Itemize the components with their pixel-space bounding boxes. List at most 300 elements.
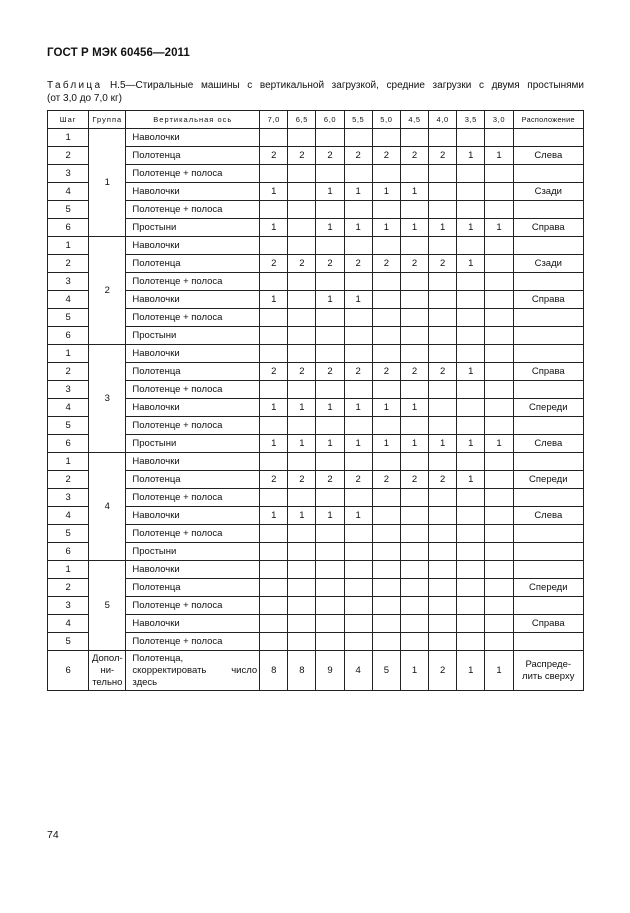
load-cell: 1 [260,435,288,453]
table-row [48,651,584,691]
load-cell [400,453,428,471]
load-cell [400,633,428,651]
load-cell [429,399,457,417]
axis-cell: Наволочки [126,183,260,201]
load-cell: 1 [260,507,288,525]
axis-cell: Полотенца [126,579,260,597]
load-cell [372,327,400,345]
load-cell [400,345,428,363]
load-cell [457,399,485,417]
load-cell [288,345,316,363]
load-cell [457,291,485,309]
table-row [48,435,584,453]
load-cell: 2 [288,147,316,165]
load-cell: 1 [400,435,428,453]
table-row [48,345,584,363]
load-cell [457,183,485,201]
load-cell [429,525,457,543]
step-cell: 2 [48,579,89,597]
step-cell: 5 [48,309,89,327]
load-cell: 2 [316,471,344,489]
load-cell [457,633,485,651]
step-cell: 3 [48,489,89,507]
load-cell [485,165,513,183]
caption-label: Таблица [47,80,103,91]
load-cell [485,471,513,489]
load-cell [288,417,316,435]
caption-line-1 [47,79,584,92]
load-cell [288,237,316,255]
group-cell [89,651,126,691]
load-cell [372,237,400,255]
group-cell: 3 [89,345,126,453]
load-cell [316,381,344,399]
load-cell: 2 [429,255,457,273]
axis-cell: Наволочки [126,129,260,147]
load-cell [457,543,485,561]
step-cell: 5 [48,525,89,543]
axis-cell: Наволочки [126,345,260,363]
load-cell [260,273,288,291]
load-cell [260,561,288,579]
load-cell [485,345,513,363]
step-cell: 4 [48,615,89,633]
load-cell [260,309,288,327]
load-cell [400,507,428,525]
load-cell: 1 [400,399,428,417]
load-cell [400,561,428,579]
load-cell [260,327,288,345]
load-cell: 2 [260,255,288,273]
load-cell [372,525,400,543]
axis-cell: Наволочки [126,507,260,525]
load-cell [485,309,513,327]
table-row [48,417,584,435]
load-cell [429,615,457,633]
step-cell: 1 [48,453,89,471]
load-cell: 1 [429,219,457,237]
load-cell [485,525,513,543]
load-cell [344,543,372,561]
step-cell: 3 [48,273,89,291]
load-cell [372,381,400,399]
load-cell [260,489,288,507]
load-cell [485,561,513,579]
load-cell [288,453,316,471]
table-row [48,255,584,273]
load-cell [344,525,372,543]
step-cell: 2 [48,363,89,381]
load-cell: 1 [316,291,344,309]
position-cell: Справа [513,615,583,633]
load-cell: 2 [400,147,428,165]
load-cell [344,201,372,219]
header-load: 3,0 [485,111,513,129]
group-cell: 5 [89,561,126,651]
load-cell [400,489,428,507]
header-group: Группа [89,111,126,129]
load-cell [429,201,457,219]
load-cell [372,417,400,435]
load-cell [429,165,457,183]
position-cell: Спереди [513,579,583,597]
load-cell [457,165,485,183]
position-cell [513,597,583,615]
load-cell: 1 [372,219,400,237]
load-cell [457,273,485,291]
step-cell: 5 [48,633,89,651]
table-row [48,489,584,507]
load-cell [316,633,344,651]
load-cell: 1 [316,219,344,237]
axis-cell: Наволочки [126,615,260,633]
load-cell [372,201,400,219]
load-cell: 1 [316,183,344,201]
group-label-line: ни- [100,664,115,676]
header-position: Расположение [513,111,583,129]
load-cell: 2 [429,363,457,381]
load-cell [485,255,513,273]
position-cell [513,129,583,147]
load-cell [316,579,344,597]
axis-cell: Полотенце + полоса [126,489,260,507]
load-cell [429,507,457,525]
axis-cell: Наволочки [126,453,260,471]
table-row [48,381,584,399]
position-cell [513,651,583,691]
load-cell: 2 [344,147,372,165]
load-cell: 2 [429,147,457,165]
load-cell [344,579,372,597]
load-cell [400,237,428,255]
load-cell: 1 [457,147,485,165]
load-cell [316,129,344,147]
load-cell [485,507,513,525]
load-cell [260,579,288,597]
table-row [48,309,584,327]
load-cell [457,579,485,597]
load-cell [316,273,344,291]
load-cell [429,345,457,363]
position-cell [513,237,583,255]
position-cell [513,381,583,399]
load-cell: 2 [288,471,316,489]
caption-text: Стиральные машины с вертикальной загрузкой, средние загрузки с двумя простынями [135,80,584,91]
load-cell: 1 [485,219,513,237]
position-cell [513,543,583,561]
table-row [48,399,584,417]
axis-cell: Полотенца [126,471,260,489]
position-cell: Слева [513,147,583,165]
load-cell: 1 [457,219,485,237]
load-cell: 2 [372,255,400,273]
position-cell [513,327,583,345]
load-cell [288,165,316,183]
load-cell [485,453,513,471]
load-cell: 1 [260,291,288,309]
load-cell [400,327,428,345]
load-cell [260,597,288,615]
load-cell [485,201,513,219]
load-cell [316,525,344,543]
table-row [48,183,584,201]
position-cell: Сзади [513,183,583,201]
load-cell [316,489,344,507]
load-table [47,110,584,691]
load-cell [260,417,288,435]
axis-cell: Полотенца [126,147,260,165]
load-cell [429,417,457,435]
load-cell [288,327,316,345]
header-load: 6,0 [316,111,344,129]
axis-cell: Полотенце + полоса [126,165,260,183]
load-cell [344,453,372,471]
load-cell [260,237,288,255]
table-body [48,129,584,691]
table-row [48,453,584,471]
table-row [48,507,584,525]
load-cell [400,309,428,327]
position-cell: Справа [513,219,583,237]
load-cell [344,489,372,507]
load-cell [344,129,372,147]
load-cell: 1 [288,435,316,453]
table-row [48,615,584,633]
load-cell [457,309,485,327]
step-cell: 5 [48,417,89,435]
axis-cell: Полотенца, скорректировать число здесь [126,651,260,691]
group-label-line: Допол- [91,652,123,664]
load-cell [372,561,400,579]
load-cell [429,129,457,147]
load-cell: 1 [344,219,372,237]
load-cell: 2 [400,471,428,489]
load-cell [344,345,372,363]
load-cell: 1 [372,399,400,417]
header-load: 4,5 [400,111,428,129]
step-cell: 1 [48,129,89,147]
load-cell [429,327,457,345]
table-row [48,363,584,381]
load-cell: 2 [429,651,457,691]
position-cell: Слева [513,435,583,453]
load-cell [457,561,485,579]
position-cell [513,633,583,651]
header-axis: Вертикальная ось [126,111,260,129]
table-row [48,633,584,651]
step-cell: 4 [48,291,89,309]
position-cell: Слева [513,507,583,525]
load-cell [288,219,316,237]
step-cell: 6 [48,435,89,453]
load-cell: 1 [400,219,428,237]
load-cell: 1 [344,507,372,525]
load-cell [457,507,485,525]
load-cell: 1 [288,507,316,525]
table-caption [47,79,584,105]
step-cell: 4 [48,507,89,525]
load-cell [344,309,372,327]
load-cell: 2 [260,363,288,381]
load-cell: 1 [372,183,400,201]
load-cell [485,363,513,381]
load-cell [400,201,428,219]
load-cell [429,543,457,561]
load-cell [485,237,513,255]
table-row [48,201,584,219]
axis-cell: Полотенца [126,363,260,381]
position-cell [513,561,583,579]
load-cell [400,291,428,309]
caption-line-2: (от 3,0 до 7,0 кг) [47,93,122,104]
load-cell [457,489,485,507]
caption-dash: — [125,80,136,91]
load-cell [260,381,288,399]
load-cell: 5 [372,651,400,691]
load-cell [372,273,400,291]
load-cell [316,597,344,615]
axis-cell: Полотенце + полоса [126,273,260,291]
position-cell [513,489,583,507]
position-cell [513,417,583,435]
load-cell [260,525,288,543]
axis-cell: Полотенце + полоса [126,633,260,651]
step-cell: 6 [48,327,89,345]
load-cell [372,597,400,615]
load-cell [344,165,372,183]
position-line: Распреде- [525,658,572,670]
load-cell: 9 [316,651,344,691]
caption-number: Н.5 [109,80,126,91]
load-cell [316,201,344,219]
load-cell: 1 [457,435,485,453]
load-cell [372,291,400,309]
load-cell [400,579,428,597]
load-cell [344,417,372,435]
load-cell [288,129,316,147]
load-cell [485,597,513,615]
load-cell: 1 [457,363,485,381]
group-cell: 1 [89,129,126,237]
load-cell [429,309,457,327]
load-cell [372,129,400,147]
load-cell: 1 [288,399,316,417]
header-load: 3,5 [457,111,485,129]
load-cell: 2 [260,471,288,489]
load-cell [485,615,513,633]
step-cell: 1 [48,345,89,363]
load-cell: 1 [457,255,485,273]
standard-header: ГОСТ Р МЭК 60456—2011 [47,47,190,59]
load-cell [457,327,485,345]
load-cell [288,543,316,561]
load-cell [485,579,513,597]
load-cell [260,453,288,471]
load-cell: 2 [316,255,344,273]
load-cell: 1 [316,507,344,525]
load-cell [344,381,372,399]
load-cell [344,237,372,255]
load-cell [288,561,316,579]
load-cell [429,237,457,255]
table-row [48,147,584,165]
load-cell [429,453,457,471]
load-cell [288,489,316,507]
load-cell [344,561,372,579]
load-cell: 1 [457,651,485,691]
load-cell [457,597,485,615]
load-cell: 1 [344,183,372,201]
group-cell: 2 [89,237,126,345]
load-cell: 1 [260,219,288,237]
load-cell: 8 [288,651,316,691]
table-row [48,525,584,543]
load-cell: 2 [288,255,316,273]
load-cell [485,543,513,561]
load-cell: 1 [344,291,372,309]
load-cell [316,417,344,435]
position-cell [513,201,583,219]
load-cell: 8 [260,651,288,691]
axis-cell: Простыни [126,435,260,453]
position-cell: Сзади [513,255,583,273]
load-cell: 4 [344,651,372,691]
load-cell: 1 [400,183,428,201]
axis-cell: Наволочки [126,399,260,417]
load-cell: 2 [372,471,400,489]
axis-cell: Полотенце + полоса [126,201,260,219]
table-row [48,597,584,615]
axis-cell: Полотенце + полоса [126,417,260,435]
load-cell [288,201,316,219]
load-cell [316,309,344,327]
load-cell [288,597,316,615]
load-cell [260,129,288,147]
load-cell [429,579,457,597]
axis-cell: Наволочки [126,561,260,579]
load-cell: 1 [316,435,344,453]
load-cell: 2 [400,363,428,381]
load-cell [457,453,485,471]
table-row [48,543,584,561]
step-cell: 6 [48,651,89,691]
load-cell: 1 [400,651,428,691]
load-cell [485,327,513,345]
load-cell: 1 [485,435,513,453]
table-row [48,579,584,597]
header-load: 5,5 [344,111,372,129]
load-cell [344,633,372,651]
load-cell: 1 [260,183,288,201]
load-cell [457,381,485,399]
position-cell: Справа [513,291,583,309]
load-cell [316,615,344,633]
load-cell [260,615,288,633]
load-cell [400,273,428,291]
load-cell [288,291,316,309]
position-cell: Справа [513,363,583,381]
step-cell: 4 [48,399,89,417]
load-cell [457,237,485,255]
position-cell [513,309,583,327]
axis-cell: Простыни [126,219,260,237]
axis-cell: Полотенце + полоса [126,309,260,327]
axis-cell: Простыни [126,327,260,345]
axis-cell: Полотенце + полоса [126,381,260,399]
header-load: 6,5 [288,111,316,129]
load-cell [429,597,457,615]
step-cell: 6 [48,543,89,561]
